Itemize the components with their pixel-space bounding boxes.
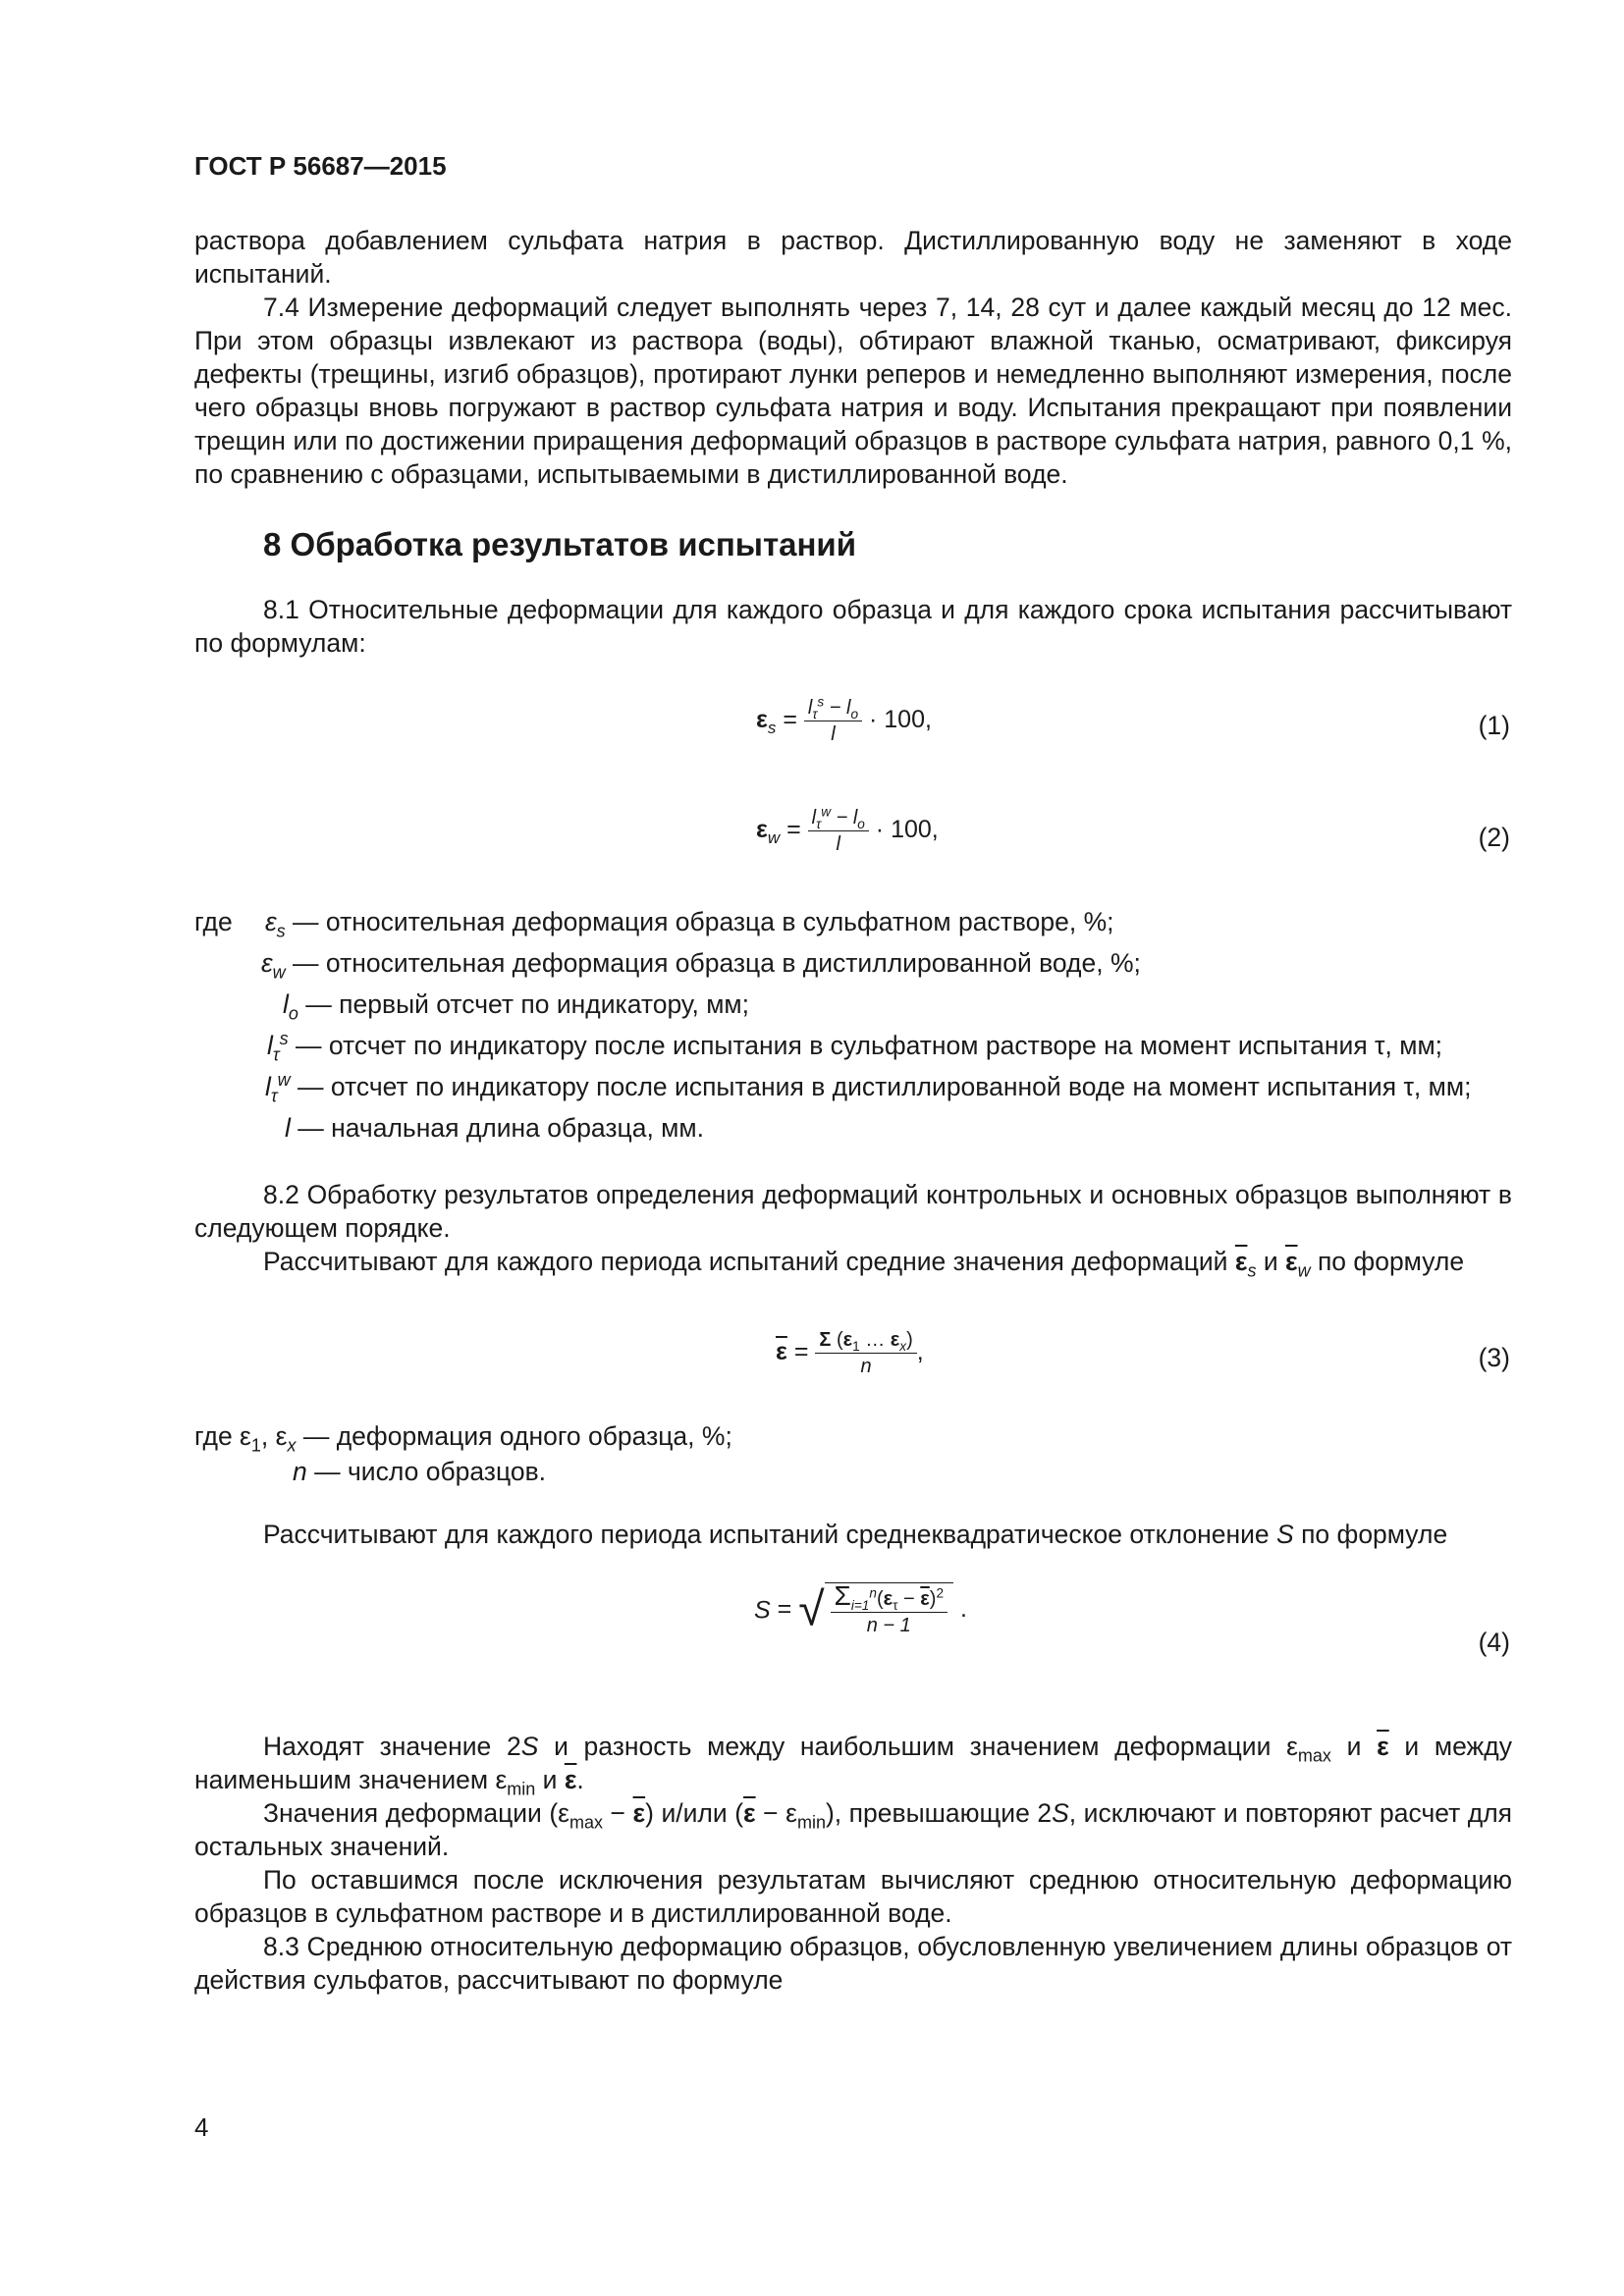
legend-row: $\varepsilon_w$ — относительная деформация образца в дистиллированной воде, %; [261,948,1141,983]
document-header: ГОСТ Р 56687—2015 [194,151,447,181]
equation-number-2: (2) [1478,823,1510,852]
equation-number-3: (3) [1478,1343,1510,1372]
formula-4: S = √ $\frac{\Sigma_{i=1}^n(\varepsilon_\tau - \overline{\varepsilon})^2}{n - 1}$ . [754,1580,967,1636]
paragraph-remaining: По оставшимся после исключения результатам вычисляют среднюю относительную деформацию образцов в сульфатном растворе и в дистиллированной воде. [194,1865,1512,1928]
paragraph-7-4: 7.4 Измерение деформаций следует выполнять через 7, 14, 28 сут и далее каждый месяц до 12 мес. При этом образцы извлекают из раствора (воды), обтирают влажной тканью, осматривают, фиксируя дефекты (трещины, изгиб образцов), протирают лунки реперов и немедленно выполняют измерения, после чего образцы вновь погружают в раствор сульфата натрия и воду. Испытания прекращают при появлении трещин или по достижении приращения деформаций образцов в растворе сульфата натрия, равного 0,1 %, по сравнению с образцами, испытываемыми в дистиллированной воде. [194,293,1512,489]
legend-where: где [194,907,233,936]
formula-1: $\varepsilon_s$ = $\frac{l_\tau^s - l_o}{l}$ · 100, [756,694,932,745]
formula-2: $\varepsilon_w$ = $\frac{l_\tau^w - l_o}{l}$ · 100, [756,804,939,855]
paragraph-2s: Находят значение 2S и разность между наибольшим значением деформации $\varepsilon_{max}$ и $\overline{\varepsilon}$ и между наименьшим значением $\varepsilon_{min}$ и $\overline{\varepsilon}$. [194,1732,1512,1799]
equation-number-1: (1) [1478,711,1510,740]
paragraph-8-1: 8.1 Относительные деформации для каждого образца и для каждого срока испытания рассчитывают по формулам: [194,595,1512,658]
times-100: · 100, [868,706,932,734]
times-100: · 100, [875,816,939,844]
legend-row: $l_\tau^w$ — отсчет по индикатору после испытания в дистиллированной воде на момент испытания τ, мм; [265,1070,1472,1106]
legend-row: где $\varepsilon_1$, $\varepsilon_x$ — деформация одного образца, %; [194,1421,732,1456]
paragraph-mean-values: Рассчитывают для каждого периода испытаний средние значения деформаций $\overline{\varepsilon}_s$ и $\overline{\varepsilon}_w$ по формуле [263,1247,1465,1281]
legend-row: l — начальная длина образца, мм. [285,1113,704,1143]
equation-number-4: (4) [1478,1628,1510,1657]
legend-row: $\varepsilon_s$ — относительная деформация образца в сульфатном растворе, %; [265,907,1114,941]
paragraph-std-dev: Рассчитывают для каждого периода испытаний среднеквадратическое отклонение S по формуле [263,1520,1448,1549]
legend-row: n — число образцов. [293,1457,547,1486]
paragraph-8-3: 8.3 Среднюю относительную деформацию образцов, обусловленную увеличением длины образцов от действия сульфатов, рассчитывают по формуле [194,1932,1512,1995]
formula-3: $\overline{\varepsilon}$ = $\frac{\Sigma (\varepsilon_1 \dots \varepsilon_x)}{n}$ , [776,1329,924,1377]
page-number: 4 [194,2112,209,2142]
section-title: 8 Обработка результатов испытаний [263,526,856,562]
legend-row: $l_\tau^s$ — отсчет по индикатору после испытания в сульфатном растворе на момент испытания τ, мм; [267,1029,1443,1065]
paragraph-continuation: раствора добавлением сульфата натрия в раствор. Дистиллированную воду не заменяют в ходе испытаний. [194,226,1512,289]
legend-row: $l_o$ — первый отсчет по индикатору, мм; [283,989,750,1024]
paragraph-exclude: Значения деформации $(\varepsilon_{max} - \overline{\varepsilon})$ и/или $(\overline{\varepsilon} - \varepsilon_{min})$, превышающие 2S, исключают и повторяют расчет для остальных значений. [194,1798,1513,1861]
paragraph-8-2: 8.2 Обработку результатов определения деформаций контрольных и основных образцов выполняют в следующем порядке. [194,1180,1512,1243]
